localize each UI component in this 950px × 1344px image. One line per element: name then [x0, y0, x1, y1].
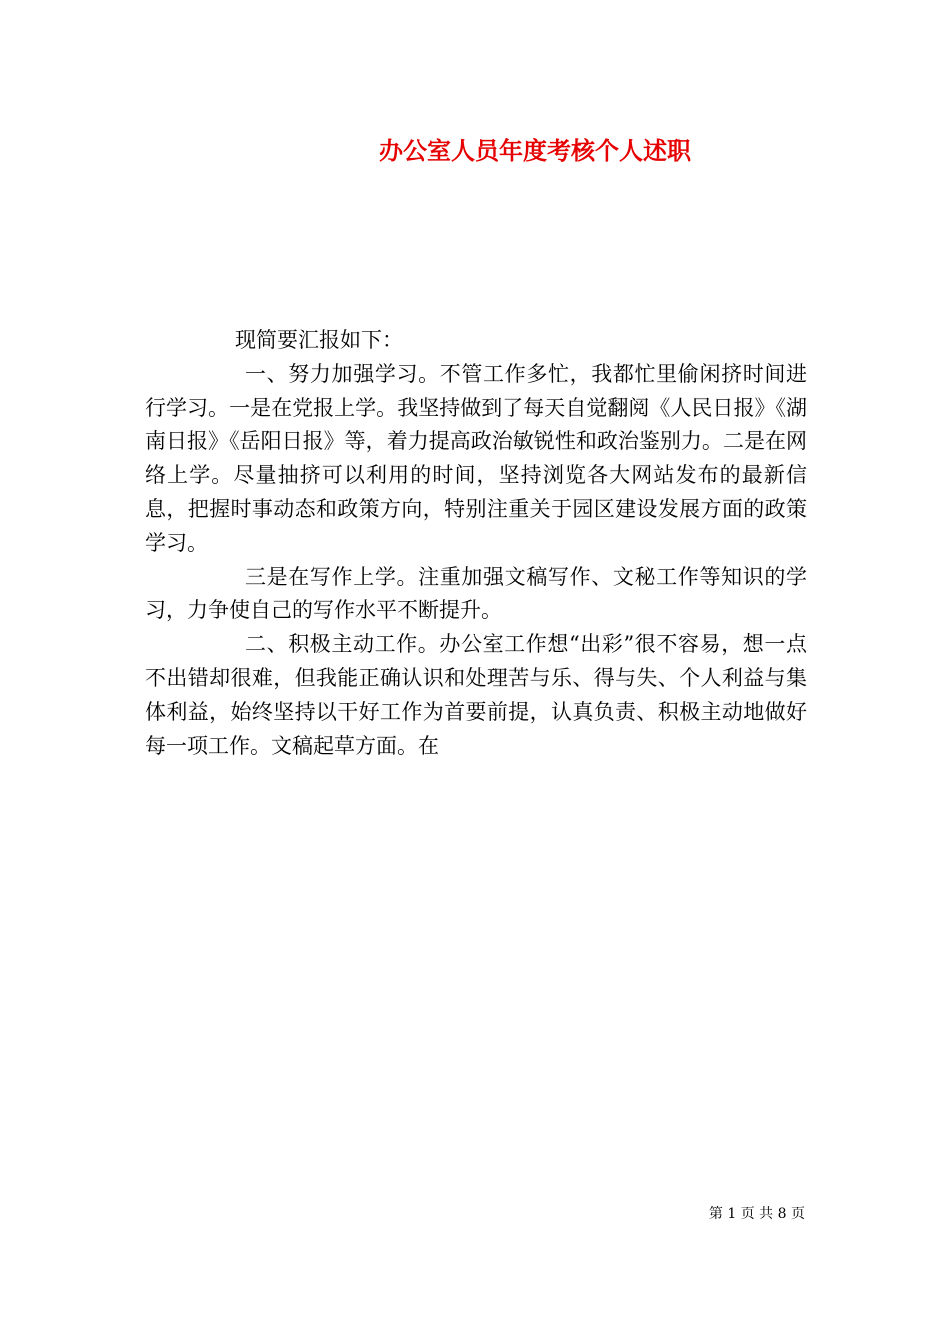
paragraph-writing: 三是在写作上学。注重加强文稿写作、文秘工作等知识的学习，力争使自己的写作水平不断提升。 — [145, 564, 807, 623]
page-number: 第 1 页 共 8 页 — [708, 1206, 805, 1222]
document-title: 办公室人员年度考核个人述职 — [379, 136, 691, 165]
paragraph-intro: 现简要汇报如下： — [235, 328, 403, 352]
document-body — [145, 324, 807, 763]
paragraph-study: 一、努力加强学习。不管工作多忙，我都忙里偷闲挤时间进行学习。一是在党报上学。我坚持做到了每天自觉翻阅《人民日报》《湖南日报》《岳阳日报》等，着力提高政治敏锐性和政治鉴别力。二是在网络上学。尽量抽挤可以利用的时间，坚持浏览各大网站发布的最新信息，把握时事动态和政策方向，特别注重关于园区建设发展方面的政策学习。 — [145, 361, 807, 555]
paragraph-work: 二、积极主动工作。办公室工作想“出彩”很不容易，想一点不出错却很难，但我能正确认识和处理苦与乐、得与失、个人利益与集体利益，始终坚持以干好工作为首要前提，认真负责、积极主动地做好每一项工作。文稿起草方面。在 — [145, 632, 807, 758]
